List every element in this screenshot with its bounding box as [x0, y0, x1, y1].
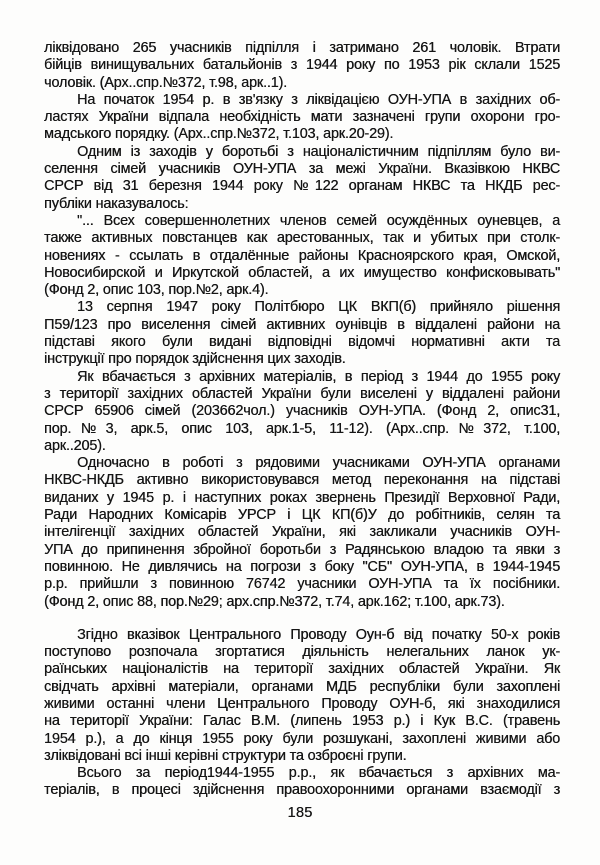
text-line: публіки наказувалось:: [44, 195, 189, 212]
text-line: мадського порядку. (Арх..спр.№372, т.103, арк.20-29).: [44, 126, 394, 143]
text-line: інструкції про порядок здійснення цих заходів.: [44, 351, 346, 368]
page-text: [44, 40, 560, 800]
text-line: "... Всех совершеннолетних членов семей осуждённых оуневцев, а: [77, 212, 560, 229]
paragraph: [44, 144, 560, 213]
text-line: также активных повстанцев как арестованных, так и убитых при столк-: [44, 230, 560, 247]
text-line: поступово розпочала згортатися діяльність нелегальних ланок ук-: [44, 644, 560, 661]
text-line: свідчать архівні матеріали, органами МДБ республіки були захоплені: [44, 678, 560, 695]
text-line: 13 серпня 1947 року Політбюро ЦК ВКП(б) прийняло рішення: [77, 299, 560, 316]
text-line: підставі якого були видані відповідні відомчі нормативні акти та: [44, 334, 560, 351]
text-line: ластях України відпала необхідність мати зазначені групи охорони гро-: [44, 109, 560, 126]
text-line: (Фонд 2, опис 103, пор.№2, арк.4).: [44, 282, 269, 299]
text-line: зліквідовані всі інші керівні структури та озброєні групи.: [44, 747, 407, 764]
text-line: р.р. прийшли з повинною 76742 учасники ОУН-УПА та їх посібники.: [44, 576, 560, 593]
text-line: СРСР 65906 сімей (203662чол.) учасників ОУН-УПА. (Фонд 2, опис31,: [44, 403, 560, 420]
text-line: (Фонд 2, опис 88, пор.№29; арх.спр.№372, т.74, арк.162; т.100, арк.73).: [44, 593, 505, 610]
text-line: НКВС-НКДБ активно використовувався метод переконання на підставі: [44, 472, 560, 489]
text-line: новениях - ссылать в отдалённые районы Красноярского края, Омской,: [44, 247, 560, 264]
text-line: На початок 1954 р. в зв'язку з ліквідацією ОУН-УПА в західних об-: [77, 91, 560, 108]
text-line: Одночасно в роботі з рядовими учасниками ОУН-УПА органами: [77, 455, 560, 472]
text-line: Як вбачається з архівних матеріалів, в період з 1944 до 1955 року: [77, 368, 560, 385]
text-line: виданих у 1945 р. і наступних роках звернень Президії Верховної Ради,: [44, 489, 560, 506]
text-line: ліквідовано 265 учасників підпілля і затримано 261 чоловік. Втрати: [44, 40, 560, 56]
text-line: 1954 р.), а до кінця 1955 року були розшукані, захоплені живими або: [44, 730, 560, 747]
text-line: Новосибирской и Иркутской областей, а их имущество конфисковывать": [44, 264, 560, 281]
text-line: селення сімей учасників ОУН-УПА за межі України. Вказівкою НКВС: [44, 161, 560, 178]
text-line: П59/123 про виселення сімей активних оунівців в віддалені райони на: [44, 316, 560, 333]
paragraph: [44, 369, 560, 455]
text-line: на території України: Галас В.М. (липень 1953 р.) і Кук В.С. (травень: [44, 713, 560, 730]
paragraph: [44, 213, 560, 299]
text-line: СРСР від 31 березня 1944 року №122 органам НКВС та НКДБ рес-: [44, 178, 560, 195]
text-line: з території західних областей України були виселені у віддалені райони: [44, 385, 560, 402]
text-line: бійців винищувальних батальйонів з 1944 року по 1953 рік склали 1525: [44, 57, 560, 74]
text-line: живими останні члени Центрального Проводу ОУН-б, які знаходилися: [44, 695, 560, 712]
paragraph: [44, 299, 560, 368]
text-line: Всього за період1944-1955 р.р., як вбачається з архівних ма-: [77, 765, 560, 782]
text-line: чоловік. (Арх..спр.№372, т.98, арк..1).: [44, 74, 287, 91]
paragraph: [44, 627, 560, 765]
text-line: повинною. Не дивлячись на погрози з боку "СБ" ОУН-УПА, в 1944-1945: [44, 558, 560, 575]
paragraph: [44, 455, 560, 611]
text-line: інтелігенції західних областей України, які закликали учасників ОУН-: [44, 524, 560, 541]
text-line: раїнських націоналістів на території західних областей України. Як: [44, 661, 560, 678]
text-line: Ради Народних Комісарів УРСР і ЦК КП(б)У до робітників, селян та: [44, 507, 560, 524]
text-line: УПА до припинення збройної боротьби з Радянською владою та явки з: [44, 541, 560, 558]
paragraph: [44, 40, 560, 92]
page-number: 185: [287, 805, 313, 821]
text-line: арк..205).: [44, 437, 106, 454]
paragraph: [44, 92, 560, 144]
text-line: Одним із заходів у боротьбі з націоналістичним підпіллям було ви-: [77, 143, 560, 160]
text-line: пор.№3, арк.5, опис 103, арк.1-5, 11-12). (Арх..спр.№372, т.100,: [44, 420, 560, 437]
paragraph: [44, 765, 560, 800]
text-line: теріалів, в процесі здійснення правоохоронними органами взаємодії з: [44, 782, 560, 799]
text-line: Згідно вказівок Центрального Проводу Оун-б від початку 50-х років: [77, 626, 560, 643]
